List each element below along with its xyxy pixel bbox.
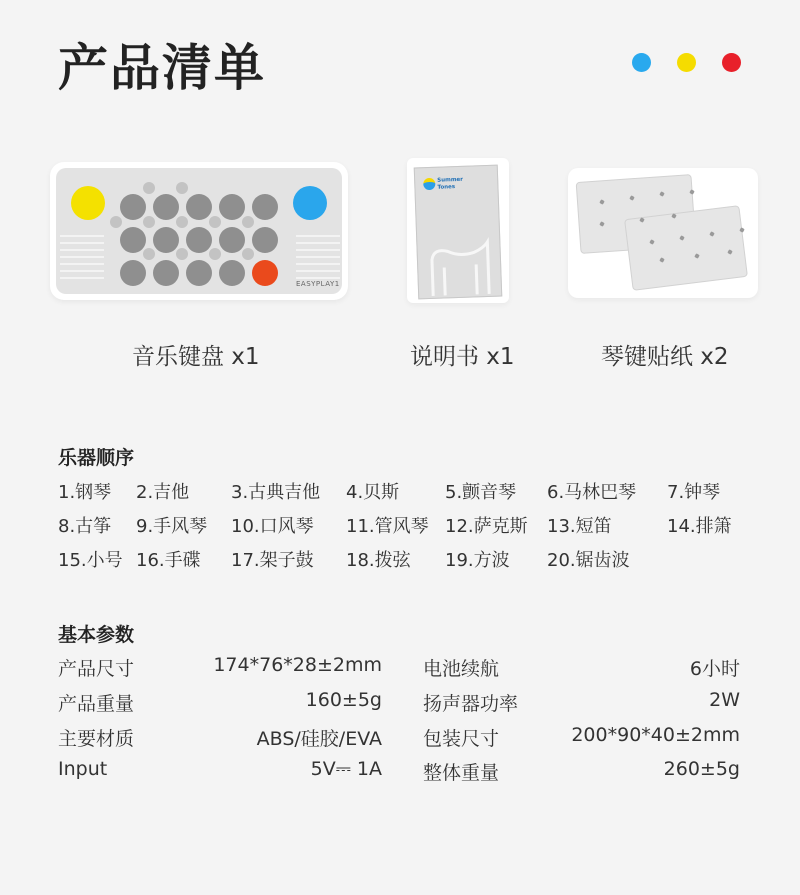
keyboard-brand: EASYPLAY1 <box>296 280 340 288</box>
keyboard-mini-key <box>209 248 221 260</box>
product-label-manual: 说明书 x1 <box>410 344 515 370</box>
keyboard-key <box>186 227 212 253</box>
keyboard-key <box>153 260 179 286</box>
keyboard-mini-key <box>176 182 188 194</box>
spec-value: ABS/硅胶/EVA <box>256 728 382 750</box>
instrument-item: 7.钟琴 <box>667 482 721 503</box>
keyboard-mini-key <box>242 248 254 260</box>
instrument-item: 8.古筝 <box>58 516 112 537</box>
instrument-item: 15.小号 <box>58 550 123 571</box>
yellow-dot <box>677 53 696 72</box>
instrument-item: 11.管风琴 <box>346 516 429 537</box>
spec-value: 5V⎓ 1A <box>310 758 382 780</box>
keyboard-key <box>186 260 212 286</box>
instrument-item: 9.手风琴 <box>136 516 208 537</box>
keyboard-blue-button <box>293 186 327 220</box>
spec-label-2: 电池续航 <box>423 658 500 680</box>
spec-value: 174*76*28±2mm <box>213 654 382 676</box>
keyboard-key <box>219 227 245 253</box>
page-title: 产品清单 <box>58 39 266 97</box>
keyboard-mini-key <box>143 248 155 260</box>
instrument-item: 1.钢琴 <box>58 482 112 503</box>
keyboard-mini-key <box>176 216 188 228</box>
manual-image <box>414 165 503 300</box>
keyboard-key <box>153 227 179 253</box>
product-label-keyboard: 音乐键盘 x1 <box>132 344 260 370</box>
instrument-item: 16.手碟 <box>136 550 201 571</box>
instrument-item: 20.锯齿波 <box>547 550 630 571</box>
keyboard-mini-key <box>209 216 221 228</box>
instrument-item: 13.短笛 <box>547 516 612 537</box>
keyboard-key <box>120 227 146 253</box>
keyboard-key <box>252 260 278 286</box>
spec-label: Input <box>58 758 108 780</box>
keyboard-key <box>252 194 278 220</box>
keyboard-key <box>186 194 212 220</box>
instrument-item: 5.颤音琴 <box>445 482 517 503</box>
instrument-item: 18.拨弦 <box>346 550 411 571</box>
instrument-item: 2.吉他 <box>136 482 190 503</box>
spec-value-2: 2W <box>709 689 740 711</box>
spec-label-2: 整体重量 <box>423 762 500 784</box>
spec-value-2: 260±5g <box>663 758 740 780</box>
red-dot <box>722 53 741 72</box>
instrument-item: 3.古典吉他 <box>231 482 321 503</box>
color-dots <box>632 53 741 72</box>
keyboard-yellow-button <box>71 186 105 220</box>
keyboard-key <box>120 260 146 286</box>
spec-value-2: 200*90*40±2mm <box>571 724 740 746</box>
instrument-item: 4.贝斯 <box>346 482 400 503</box>
keyboard-key <box>252 227 278 253</box>
spec-label: 产品重量 <box>58 693 135 715</box>
keyboard-mini-key <box>242 216 254 228</box>
specs-title: 基本参数 <box>58 624 135 646</box>
keyboard-right-grille <box>296 235 340 284</box>
instrument-item: 10.口风琴 <box>231 516 314 537</box>
keyboard-left-grille <box>60 235 104 284</box>
spec-label: 主要材质 <box>58 728 135 750</box>
manual-logo-line1: Summer <box>437 176 464 184</box>
manual-illustration-icon <box>415 166 501 299</box>
keyboard-key <box>219 194 245 220</box>
keyboard-mini-key <box>143 216 155 228</box>
instrument-item: 19.方波 <box>445 550 510 571</box>
spec-label: 产品尺寸 <box>58 658 135 680</box>
spec-value-2: 6小时 <box>689 658 740 680</box>
blue-dot <box>632 53 651 72</box>
keyboard-key <box>120 194 146 220</box>
instrument-item: 12.萨克斯 <box>445 516 528 537</box>
instrument-item: 17.架子鼓 <box>231 550 314 571</box>
spec-label-2: 扬声器功率 <box>423 693 519 715</box>
instrument-item: 6.马林巴琴 <box>547 482 637 503</box>
keyboard-mini-key <box>143 182 155 194</box>
keyboard-mini-key <box>110 216 122 228</box>
manual-logo-line2: Tones <box>437 184 456 191</box>
product-label-stickers: 琴键贴纸 x2 <box>601 344 729 370</box>
instrument-order-title: 乐器顺序 <box>58 447 135 469</box>
keyboard-key <box>153 194 179 220</box>
spec-label-2: 包装尺寸 <box>423 728 500 750</box>
instrument-item: 14.排箫 <box>667 516 732 537</box>
keyboard-key <box>219 260 245 286</box>
spec-value: 160±5g <box>305 689 382 711</box>
keyboard-mini-key <box>176 248 188 260</box>
